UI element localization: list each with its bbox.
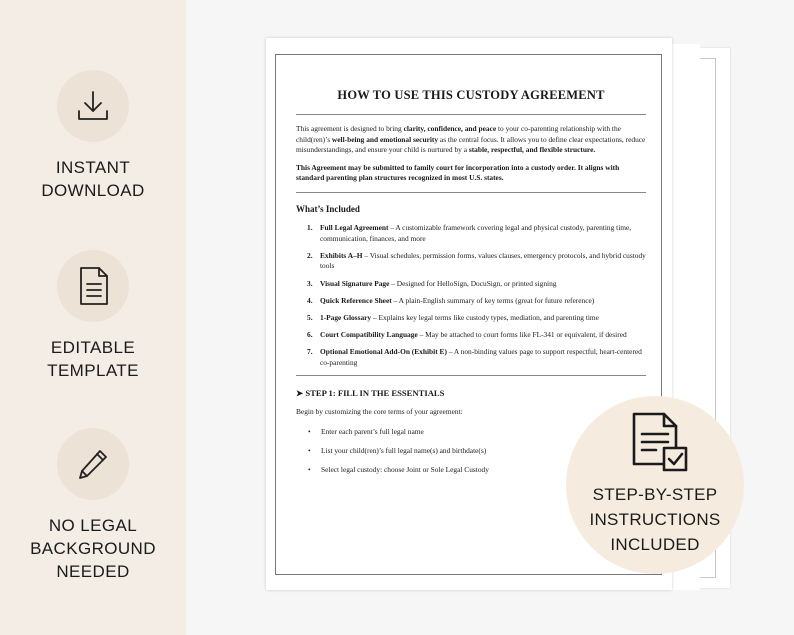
intro-paragraph: This agreement is designed to bring clarity, confidence, and peace to your co-parenting relationship with the child(ren)’s well-being and emotional security as the central focus. It allows you to define clear expectations, reduce misunderstandings, and ensure your child is nurtured by a stable, respectful, and flexible structure. — [296, 124, 646, 155]
step-intro: Begin by customizing the core terms of your agreement: — [296, 407, 463, 417]
list-item: 2. Exhibits A–H – Visual schedules, permission forms, values clauses, emergency protocols, and hybrid custody tools — [307, 250, 646, 271]
list-item: • List your child(ren)’s full legal name(s) and birthdate(s) — [308, 445, 487, 455]
divider — [296, 375, 646, 376]
pencil-icon — [57, 428, 129, 500]
document-icon — [57, 250, 129, 322]
feature-label: INSTANT DOWNLOAD — [41, 158, 145, 200]
included-list — [296, 223, 646, 369]
features-sidebar — [0, 0, 186, 635]
list-item: 6. Court Compatibility Language – May be attached to court forms like FL-341 or equivalent, if desired — [307, 330, 627, 340]
list-item: • Enter each parent’s full legal name — [308, 426, 424, 436]
included-heading: What’s Included — [296, 203, 360, 214]
document-title: HOW TO USE THIS CUSTODY AGREEMENT — [337, 88, 605, 102]
feature-label: EDITABLE TEMPLATE — [47, 338, 139, 380]
list-item: 5. 1-Page Glossary – Explains key legal terms like custody types, mediation, and parenting time — [307, 312, 599, 322]
court-note: This Agreement may be submitted to family court for incorporation into a custody order. It aligns with standard parenting plan structures recognized in most U.S. states. — [296, 162, 620, 183]
list-item: 4. Quick Reference Sheet – A plain-English summary of key terms (great for future reference) — [307, 295, 595, 305]
feature-instant-download — [0, 70, 186, 202]
checklist-document-icon — [628, 410, 692, 479]
feature-no-legal-background — [0, 428, 186, 583]
list-item: 7. Optional Emotional Add-On (Exhibit E) – A non-binding values page to support respectful, heart-centered co-parenting — [307, 347, 642, 367]
divider — [296, 192, 646, 193]
step-heading: ➤ STEP 1: FILL IN THE ESSENTIALS — [296, 388, 445, 399]
list-item: 3. Visual Signature Page – Designed for HelloSign, DocuSign, or printed signing — [307, 278, 557, 288]
download-icon — [57, 70, 129, 142]
list-item: 1. Full Legal Agreement – A customizable framework covering legal and physical custody, parenting time, communication, finances, and more — [307, 222, 632, 243]
list-item: • Select legal custody: choose Joint or Sole Legal Custody — [308, 465, 489, 475]
step-by-step-badge — [566, 396, 744, 574]
badge-label: STEP-BY-STEP INSTRUCTIONS INCLUDED — [589, 485, 721, 554]
feature-editable-template — [0, 250, 186, 382]
divider — [296, 114, 646, 115]
feature-label: NO LEGAL BACKGROUND NEEDED — [30, 516, 156, 581]
